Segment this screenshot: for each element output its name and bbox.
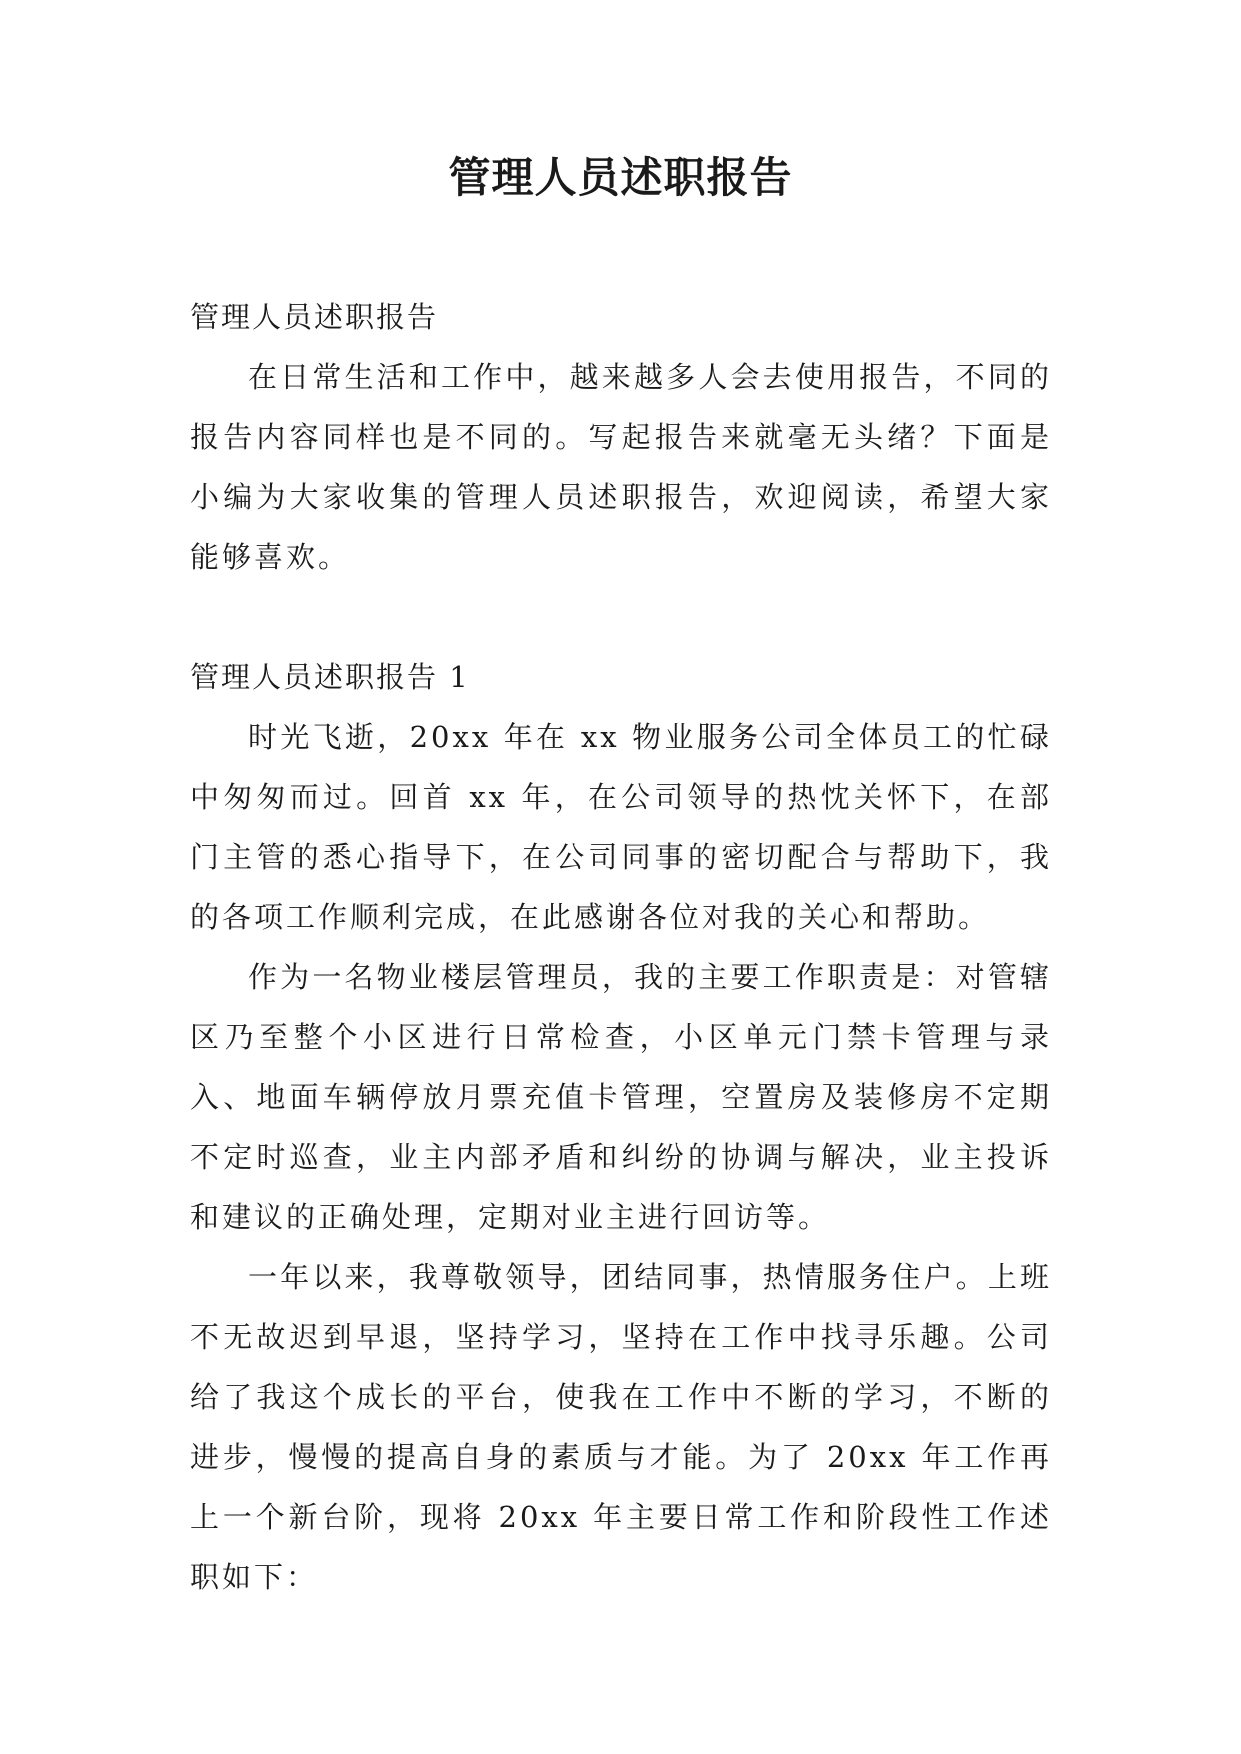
document-body: [190, 287, 1052, 1607]
intro-paragraph: 在日常生活和工作中，越来越多人会去使用报告，不同的报告内容同样也是不同的。写起报告来就毫无头绪？下面是小编为大家收集的管理人员述职报告，欢迎阅读，希望大家能够喜欢。: [190, 360, 1052, 574]
intro-heading: 管理人员述职报告: [190, 300, 439, 334]
section1-paragraph-2: 作为一名物业楼层管理员，我的主要工作职责是：对管辖区乃至整个小区进行日常检查，小区单元门禁卡管理与录入、地面车辆停放月票充值卡管理，空置房及装修房不定期不定时巡查，业主内部矛盾和纠纷的协调与解决，业主投诉和建议的正确处理，定期对业主进行回访等。: [190, 960, 1052, 1234]
section1-paragraph-1: 时光飞逝，20xx 年在 xx 物业服务公司全体员工的忙碌中匆匆而过。回首 xx 年，在公司领导的热忱关怀下，在部门主管的悉心指导下，在公司同事的密切配合与帮助下，我的各项工作顺利完成，在此感谢各位对我的关心和帮助。: [190, 720, 1052, 934]
document-title: 管理人员述职报告: [448, 153, 793, 202]
section-spacer: [190, 587, 1052, 647]
section1-paragraph-3: 一年以来，我尊敬领导，团结同事，热情服务住户。上班不无故迟到早退，坚持学习，坚持在工作中找寻乐趣。公司给了我这个成长的平台，使我在工作中不断的学习，不断的进步，慢慢的提高自身的素质与才能。为了 20xx 年工作再上一个新台阶，现将 20xx 年主要日常工作和阶段性工作述职如下：: [190, 1260, 1052, 1594]
section1-heading: 管理人员述职报告 1: [190, 660, 470, 694]
